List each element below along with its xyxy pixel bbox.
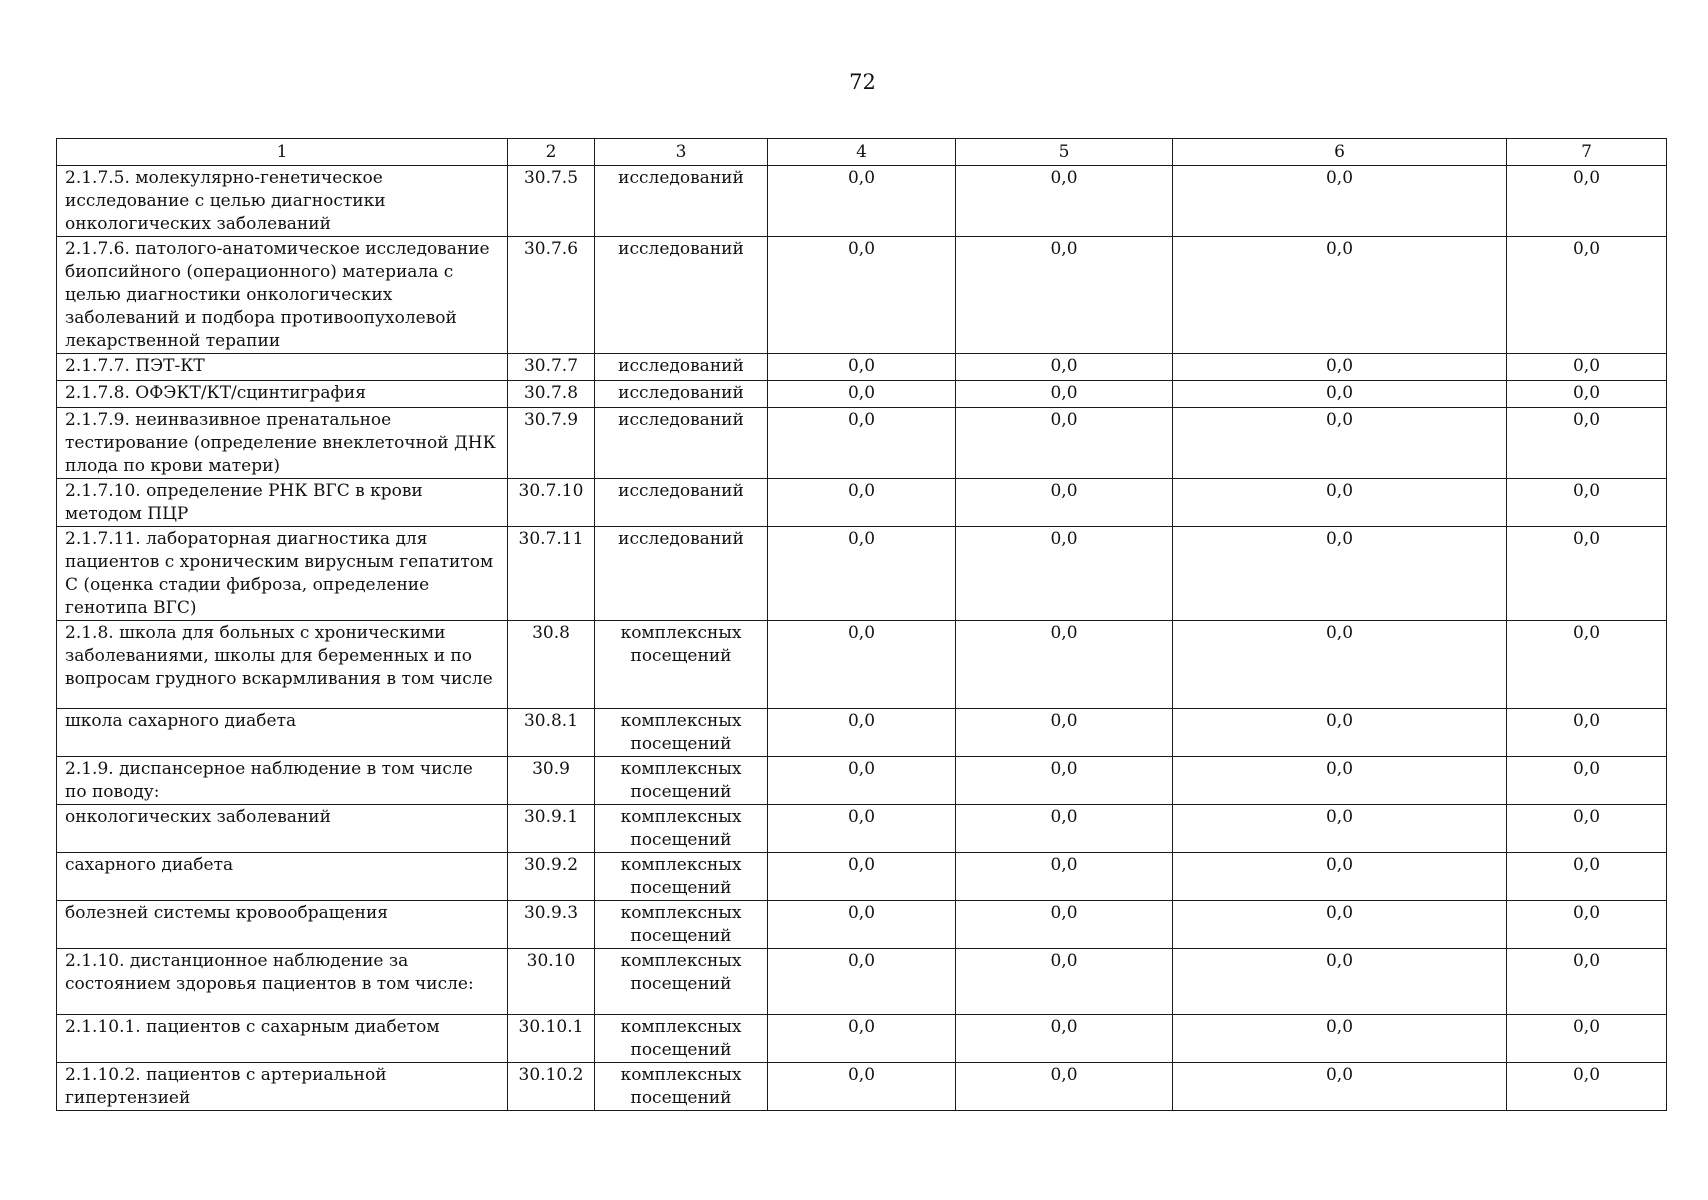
value-col-5: 0,0: [956, 709, 1173, 757]
value-col-5: 0,0: [956, 527, 1173, 621]
table-row: [57, 527, 1667, 621]
value-col-4: 0,0: [768, 381, 956, 408]
value-col-4: 0,0: [768, 479, 956, 527]
row-code: 30.7.11: [508, 527, 595, 621]
row-code: 30.7.6: [508, 237, 595, 354]
value-col-4: 0,0: [768, 757, 956, 805]
value-col-4: 0,0: [768, 1015, 956, 1063]
row-unit: исследований: [595, 527, 768, 621]
row-name: 2.1.10. дистанционное наблюдение за состоянием здоровья пациентов в том числе:: [57, 949, 508, 1015]
value-col-6: 0,0: [1173, 166, 1507, 237]
value-col-7: 0,0: [1507, 381, 1667, 408]
row-unit: исследований: [595, 354, 768, 381]
table-row: [57, 949, 1667, 1015]
value-col-7: 0,0: [1507, 709, 1667, 757]
row-name: 2.1.10.1. пациентов с сахарным диабетом: [57, 1015, 508, 1063]
value-col-5: 0,0: [956, 166, 1173, 237]
value-col-7: 0,0: [1507, 527, 1667, 621]
row-unit: комплексных посещений: [595, 621, 768, 709]
value-col-5: 0,0: [956, 853, 1173, 901]
row-code: 30.7.5: [508, 166, 595, 237]
value-col-5: 0,0: [956, 354, 1173, 381]
row-unit: исследований: [595, 408, 768, 479]
row-unit: комплексных посещений: [595, 805, 768, 853]
value-col-6: 0,0: [1173, 853, 1507, 901]
table-row: [57, 479, 1667, 527]
table-row: [57, 354, 1667, 381]
table-row: [57, 901, 1667, 949]
value-col-6: 0,0: [1173, 709, 1507, 757]
value-col-6: 0,0: [1173, 1063, 1507, 1111]
column-header: 2: [508, 139, 595, 166]
row-code: 30.7.10: [508, 479, 595, 527]
value-col-4: 0,0: [768, 354, 956, 381]
value-col-5: 0,0: [956, 479, 1173, 527]
row-name: 2.1.7.8. ОФЭКТ/КТ/сцинтиграфия: [57, 381, 508, 408]
column-header: 7: [1507, 139, 1667, 166]
data-table: [56, 138, 1667, 1111]
value-col-7: 0,0: [1507, 166, 1667, 237]
value-col-6: 0,0: [1173, 354, 1507, 381]
value-col-5: 0,0: [956, 901, 1173, 949]
table-row: [57, 709, 1667, 757]
row-name: онкологических заболеваний: [57, 805, 508, 853]
row-name: 2.1.9. диспансерное наблюдение в том числе по поводу:: [57, 757, 508, 805]
row-name: сахарного диабета: [57, 853, 508, 901]
table-row: [57, 408, 1667, 479]
row-code: 30.10.2: [508, 1063, 595, 1111]
row-unit: комплексных посещений: [595, 1063, 768, 1111]
value-col-7: 0,0: [1507, 408, 1667, 479]
row-name: 2.1.10.2. пациентов с артериальной гипертензией: [57, 1063, 508, 1111]
value-col-5: 0,0: [956, 1015, 1173, 1063]
row-unit: исследований: [595, 237, 768, 354]
value-col-5: 0,0: [956, 237, 1173, 354]
value-col-6: 0,0: [1173, 949, 1507, 1015]
row-code: 30.10.1: [508, 1015, 595, 1063]
value-col-5: 0,0: [956, 381, 1173, 408]
row-code: 30.8.1: [508, 709, 595, 757]
column-header: 1: [57, 139, 508, 166]
value-col-4: 0,0: [768, 1063, 956, 1111]
row-name: 2.1.7.6. патолого-анатомическое исследование биопсийного (операционного) материала с целью диагностики онкологических заболеваний и подбора противоопухолевой лекарственной терапии: [57, 237, 508, 354]
row-unit: комплексных посещений: [595, 853, 768, 901]
value-col-5: 0,0: [956, 1063, 1173, 1111]
row-code: 30.10: [508, 949, 595, 1015]
value-col-6: 0,0: [1173, 901, 1507, 949]
row-unit: комплексных посещений: [595, 949, 768, 1015]
table-row: [57, 1063, 1667, 1111]
header-row: [57, 139, 1667, 166]
value-col-4: 0,0: [768, 901, 956, 949]
value-col-6: 0,0: [1173, 527, 1507, 621]
value-col-6: 0,0: [1173, 408, 1507, 479]
row-unit: исследований: [595, 479, 768, 527]
column-header: 6: [1173, 139, 1507, 166]
table-row: [57, 805, 1667, 853]
table-row: [57, 237, 1667, 354]
value-col-6: 0,0: [1173, 381, 1507, 408]
row-name: 2.1.7.11. лабораторная диагностика для пациентов с хроническим вирусным гепатитом С (оценка стадии фиброза, определение генотипа ВГС): [57, 527, 508, 621]
table-body: [57, 166, 1667, 1111]
table-row: [57, 757, 1667, 805]
value-col-7: 0,0: [1507, 757, 1667, 805]
value-col-7: 0,0: [1507, 805, 1667, 853]
row-code: 30.7.9: [508, 408, 595, 479]
value-col-4: 0,0: [768, 408, 956, 479]
row-name: школа сахарного диабета: [57, 709, 508, 757]
value-col-6: 0,0: [1173, 621, 1507, 709]
column-header: 5: [956, 139, 1173, 166]
row-unit: комплексных посещений: [595, 757, 768, 805]
row-code: 30.9.1: [508, 805, 595, 853]
row-unit: комплексных посещений: [595, 1015, 768, 1063]
row-code: 30.9: [508, 757, 595, 805]
value-col-6: 0,0: [1173, 1015, 1507, 1063]
value-col-7: 0,0: [1507, 853, 1667, 901]
column-header: 3: [595, 139, 768, 166]
row-unit: исследований: [595, 381, 768, 408]
table-row: [57, 381, 1667, 408]
value-col-4: 0,0: [768, 621, 956, 709]
row-code: 30.9.3: [508, 901, 595, 949]
value-col-7: 0,0: [1507, 1063, 1667, 1111]
row-name: 2.1.7.7. ПЭТ-КТ: [57, 354, 508, 381]
row-name: 2.1.7.9. неинвазивное пренатальное тестирование (определение внеклеточной ДНК плода по крови матери): [57, 408, 508, 479]
value-col-6: 0,0: [1173, 479, 1507, 527]
value-col-4: 0,0: [768, 805, 956, 853]
value-col-5: 0,0: [956, 757, 1173, 805]
value-col-7: 0,0: [1507, 354, 1667, 381]
page-number: 72: [849, 70, 876, 94]
value-col-7: 0,0: [1507, 949, 1667, 1015]
value-col-4: 0,0: [768, 237, 956, 354]
row-code: 30.8: [508, 621, 595, 709]
value-col-7: 0,0: [1507, 901, 1667, 949]
row-code: 30.9.2: [508, 853, 595, 901]
row-name: 2.1.7.5. молекулярно-генетическое исследование с целью диагностики онкологических заболеваний: [57, 166, 508, 237]
table-row: [57, 621, 1667, 709]
column-header: 4: [768, 139, 956, 166]
value-col-6: 0,0: [1173, 757, 1507, 805]
value-col-7: 0,0: [1507, 479, 1667, 527]
value-col-5: 0,0: [956, 949, 1173, 1015]
row-unit: исследований: [595, 166, 768, 237]
table-row: [57, 1015, 1667, 1063]
table-row: [57, 166, 1667, 237]
row-unit: комплексных посещений: [595, 901, 768, 949]
value-col-6: 0,0: [1173, 805, 1507, 853]
value-col-7: 0,0: [1507, 237, 1667, 354]
value-col-5: 0,0: [956, 621, 1173, 709]
row-unit: комплексных посещений: [595, 709, 768, 757]
row-name: 2.1.7.10. определение РНК ВГС в крови методом ПЦР: [57, 479, 508, 527]
value-col-5: 0,0: [956, 408, 1173, 479]
value-col-4: 0,0: [768, 709, 956, 757]
value-col-7: 0,0: [1507, 621, 1667, 709]
value-col-6: 0,0: [1173, 237, 1507, 354]
value-col-5: 0,0: [956, 805, 1173, 853]
row-name: болезней системы кровообращения: [57, 901, 508, 949]
row-code: 30.7.8: [508, 381, 595, 408]
value-col-4: 0,0: [768, 527, 956, 621]
table-row: [57, 853, 1667, 901]
row-name: 2.1.8. школа для больных с хроническими заболеваниями, школы для беременных и по вопросам грудного вскармливания в том числе: [57, 621, 508, 709]
row-code: 30.7.7: [508, 354, 595, 381]
value-col-4: 0,0: [768, 166, 956, 237]
value-col-4: 0,0: [768, 949, 956, 1015]
value-col-4: 0,0: [768, 853, 956, 901]
value-col-7: 0,0: [1507, 1015, 1667, 1063]
